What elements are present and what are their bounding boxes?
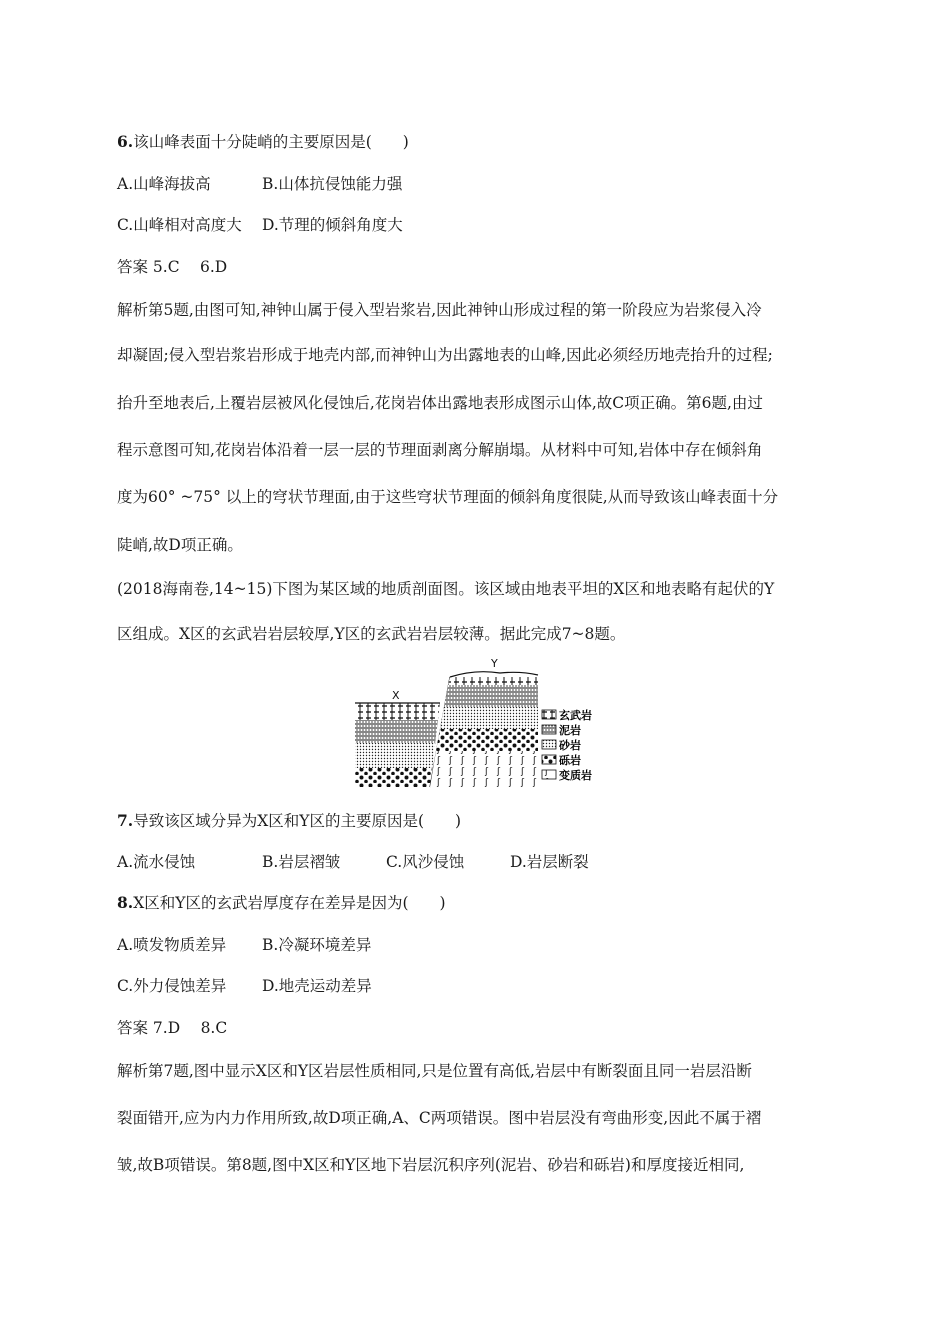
legend-mudstone: 泥岩 [559, 724, 581, 737]
analysis-7-8-line-1: 解析第7题,图中显示X区和Y区岩层性质相同,只是位置有高低,岩层中有断裂面且同一岩层沿断 [117, 1062, 752, 1080]
q6-option-a: A.山峰海拔高 [117, 175, 211, 193]
x-block [355, 703, 440, 787]
q7-option-a: A.流水侵蚀 [117, 853, 196, 871]
label-x: X [392, 689, 400, 702]
q8-option-a: A.喷发物质差异 [117, 936, 227, 954]
legend-basalt: 玄武岩 [559, 709, 592, 722]
q7-option-c: C.风沙侵蚀 [386, 853, 465, 871]
analysis-5-6-line-2: 却凝固;侵入型岩浆岩形成于地壳内部,而神钟山为出露地表的山峰,因此必须经历地壳抬升的过程; [117, 346, 773, 364]
legend-sandstone: 砂岩 [559, 739, 581, 752]
question-7-number: 7. [117, 811, 134, 830]
legend-swatch-sandstone [542, 740, 556, 749]
legend-conglomerate: 砾岩 [559, 754, 581, 767]
q6-option-c: C.山峰相对高度大 [117, 216, 242, 234]
question-8 [117, 893, 446, 913]
answer-7-8: 答案 7.D 8.C [117, 1019, 228, 1037]
q7-option-b: B.岩层褶皱 [262, 853, 341, 871]
legend [542, 708, 592, 782]
question-7-stem: 导致该区域分异为X区和Y区的主要原因是( ) [133, 812, 462, 830]
legend-swatch-conglomerate [542, 755, 556, 764]
legend-swatch-basalt [542, 710, 556, 719]
intro-7-8-line-2: 区组成。X区的玄武岩岩层较厚,Y区的玄武岩岩层较薄。据此完成7~8题。 [117, 625, 626, 643]
legend-swatch-mudstone [542, 725, 556, 734]
legend-swatch-metamorphic [542, 770, 556, 779]
question-8-stem: X区和Y区的玄武岩厚度存在差异是因为( ) [133, 894, 446, 912]
q8-option-c: C.外力侵蚀差异 [117, 977, 227, 995]
analysis-5-6-line-4: 程示意图可知,花岗岩体沿着一层一层的节理面剥离分解崩塌。从材料中可知,岩体中存在倾斜角 [117, 441, 763, 459]
q6-option-b: B.山体抗侵蚀能力强 [262, 175, 403, 193]
q6-option-d: D.节理的倾斜角度大 [262, 216, 403, 234]
q8-option-d: D.地壳运动差异 [262, 977, 372, 995]
analysis-5-6-line-6: 陡峭,故D项正确。 [117, 536, 243, 554]
question-8-number: 8. [117, 893, 134, 912]
analysis-5-6-line-5: 度为60° ~75° 以上的穹状节理面,由于这些穹状节理面的倾斜角度很陡,从而导致该山峰表面十分 [117, 488, 779, 506]
question-6-stem: 该山峰表面十分陡峭的主要原因是( ) [133, 133, 409, 151]
q8-option-b: B.冷凝环境差异 [262, 936, 372, 954]
intro-7-8-line-1: (2018海南卷,14~15)下图为某区域的地质剖面图。该区域由地表平坦的X区和地表略有起伏的Y [117, 580, 775, 598]
analysis-7-8-line-2: 裂面错开,应为内力作用所致,故D项正确,A、C两项错误。图中岩层没有弯曲形变,因此不属于褶 [117, 1109, 762, 1127]
question-6-number: 6. [117, 132, 134, 151]
analysis-5-6-line-3: 抬升至地表后,上覆岩层被风化侵蚀后,花岗岩体出露地表形成图示山体,故C项正确。第6题,由过 [117, 394, 763, 412]
legend-metamorphic: 变质岩 [559, 769, 592, 782]
question-7 [117, 811, 461, 831]
label-y: Y [491, 657, 498, 670]
answer-5-6: 答案 5.C 6.D [117, 258, 228, 276]
geologic-cross-section-figure [350, 655, 610, 790]
analysis-7-8-line-3: 皱,故B项错误。第8题,图中X区和Y区地下岩层沉积序列(泥岩、砂岩和砾岩)和厚度接近相同, [117, 1156, 745, 1174]
analysis-5-6-line-1: 解析第5题,由图可知,神钟山属于侵入型岩浆岩,因此神钟山形成过程的第一阶段应为岩浆侵入冷 [117, 301, 762, 319]
q7-option-d: D.岩层断裂 [510, 853, 589, 871]
question-6 [117, 132, 409, 152]
